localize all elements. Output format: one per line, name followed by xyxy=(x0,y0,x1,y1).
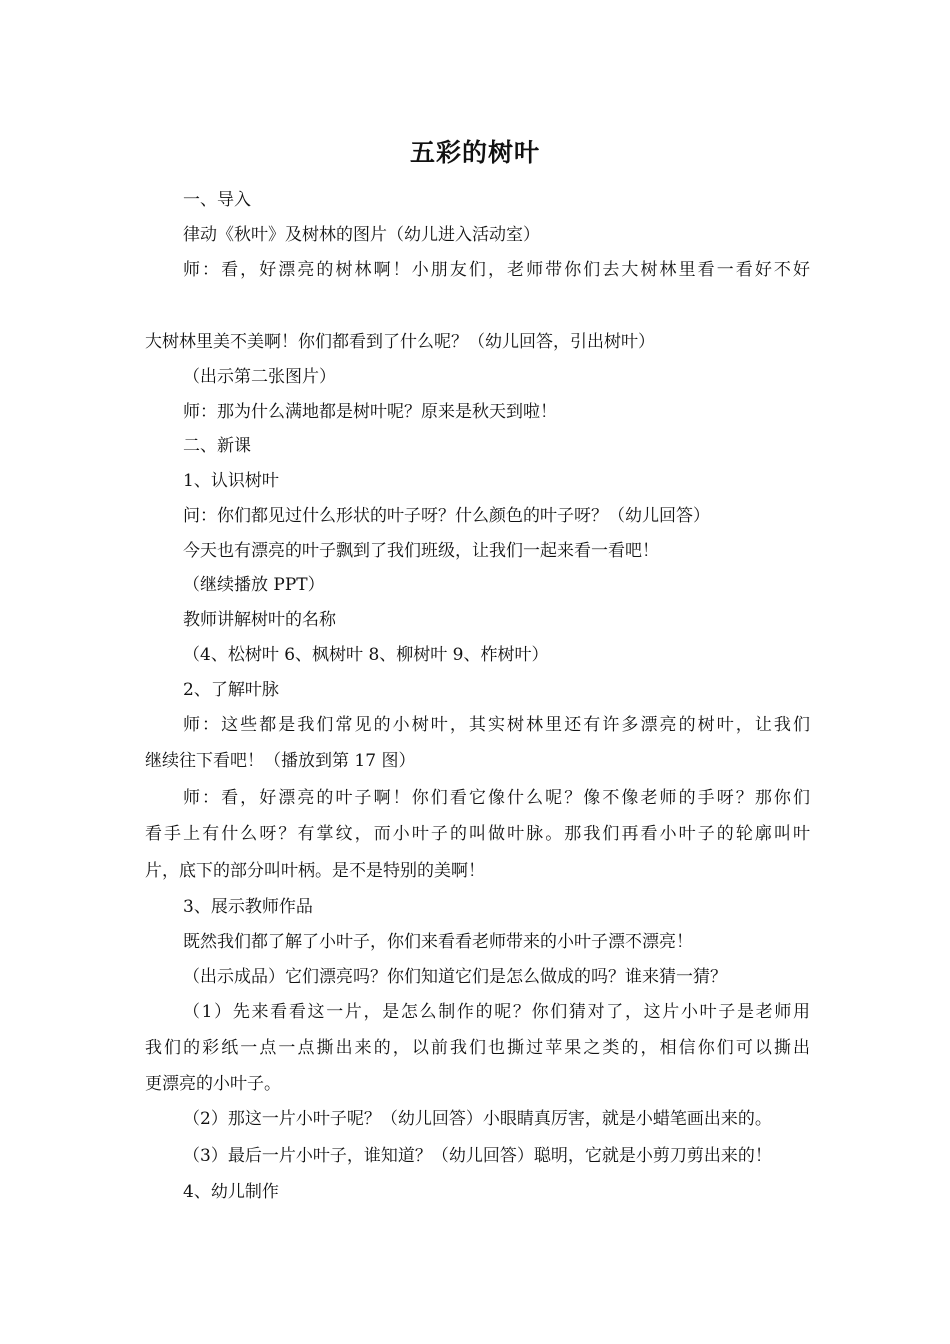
subsection-heading: 4、幼儿制作 xyxy=(183,1182,279,1202)
paragraph-line: 今天也有漂亮的叶子飘到了我们班级，让我们一起来看一看吧！ xyxy=(183,541,659,561)
paragraph-line: 律动《秋叶》及树林的图片（幼儿进入活动室） xyxy=(183,225,540,245)
paragraph-line: （3）最后一片小叶子，谁知道？（幼儿回答）聪明，它就是小剪刀剪出来的！ xyxy=(183,1146,772,1166)
subsection-heading: 3、展示教师作品 xyxy=(183,897,313,917)
paragraph-line: 我们的彩纸一点一点撕出来的，以前我们也撕过苹果之类的，相信你们可以撕出 xyxy=(145,1038,810,1058)
paragraph-line: 师：看，好漂亮的树林啊！小朋友们，老师带你们去大树林里看一看好不好 xyxy=(183,260,810,280)
paragraph-line: 看手上有什么呀？有掌纹，而小叶子的叫做叶脉。那我们再看小叶子的轮廓叫叶 xyxy=(145,824,810,844)
paragraph-line: 师：那为什么满地都是树叶呢？原来是秋天到啦！ xyxy=(183,402,557,422)
paragraph-line: 更漂亮的小叶子。 xyxy=(145,1074,281,1094)
subsection-heading: 1、认识树叶 xyxy=(183,471,279,491)
section-heading-intro: 一、导入 xyxy=(183,190,251,210)
document-title: 五彩的树叶 xyxy=(409,138,540,167)
section-heading-new-lesson: 二、新课 xyxy=(183,436,251,456)
paragraph-line: （出示成品）它们漂亮吗？你们知道它们是怎么做成的吗？谁来猜一猜？ xyxy=(183,967,727,987)
paragraph-line: 继续往下看吧！（播放到第 17 图） xyxy=(145,751,416,771)
paragraph-line: （出示第二张图片） xyxy=(183,367,336,387)
paragraph-line: 问：你们都见过什么形状的叶子呀？什么颜色的叶子呀？（幼儿回答） xyxy=(183,506,710,526)
paragraph-line: （1）先来看看这一片，是怎么制作的呢？你们猜对了，这片小叶子是老师用 xyxy=(183,1002,810,1022)
paragraph-line: 师：这些都是我们常见的小树叶，其实树林里还有许多漂亮的树叶，让我们 xyxy=(183,715,810,735)
paragraph-line: 教师讲解树叶的名称 xyxy=(183,610,336,630)
paragraph-line: 师：看，好漂亮的叶子啊！你们看它像什么呢？像不像老师的手呀？那你们 xyxy=(183,788,810,808)
paragraph-line: 片，底下的部分叫叶柄。是不是特别的美啊！ xyxy=(145,861,485,881)
paragraph-line: （继续播放 PPT） xyxy=(183,575,325,595)
paragraph-line: （4、松树叶 6、枫树叶 8、柳树叶 9、柞树叶） xyxy=(183,645,549,665)
paragraph-line: （2）那这一片小叶子呢？（幼儿回答）小眼睛真厉害，就是小蜡笔画出来的。 xyxy=(183,1109,772,1129)
paragraph-line: 大树林里美不美啊！你们都看到了什么呢？（幼儿回答，引出树叶） xyxy=(145,332,655,352)
paragraph-line: 既然我们都了解了小叶子，你们来看看老师带来的小叶子漂不漂亮！ xyxy=(183,932,693,952)
subsection-heading: 2、了解叶脉 xyxy=(183,680,279,700)
